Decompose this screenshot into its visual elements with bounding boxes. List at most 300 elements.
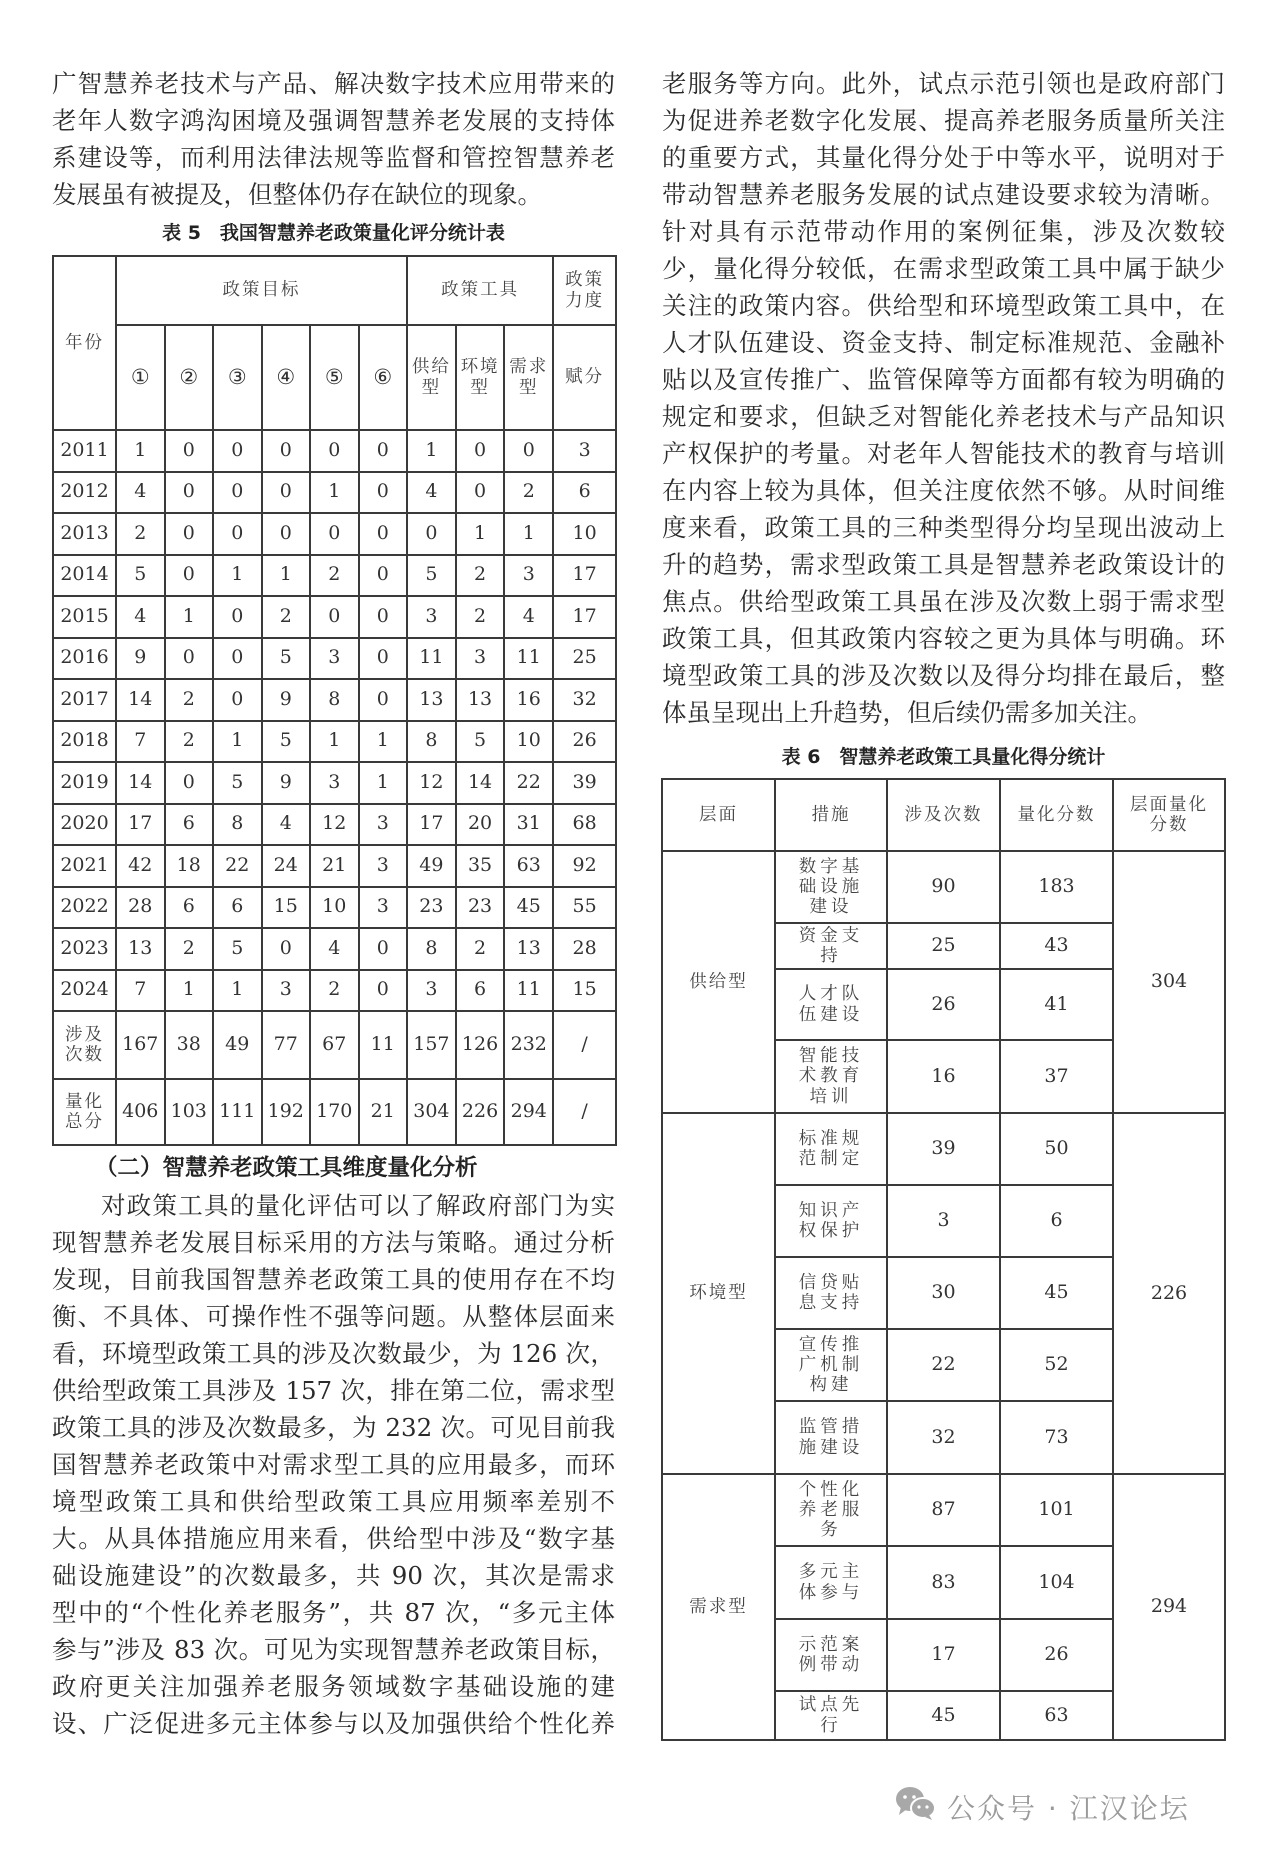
table-cell: 24 xyxy=(262,845,311,887)
count-cell: 83 xyxy=(887,1546,1000,1619)
text-line: 国智慧养老政策中对需求型工具的应用最多，而环 xyxy=(52,1450,615,1479)
summary-cell: 111 xyxy=(213,1079,262,1145)
summary-cell: 21 xyxy=(359,1079,408,1145)
table-header-row xyxy=(53,256,616,325)
table-cell: 3 xyxy=(310,762,359,804)
text-line: 础设施建设”的次数最多，共 90 次，其次是需求 xyxy=(52,1561,615,1590)
table-cell: 6 xyxy=(165,887,214,929)
table-cell: 0 xyxy=(456,472,505,514)
table-cell: 3 xyxy=(407,970,456,1012)
table-cell: 3 xyxy=(359,845,408,887)
table-cell: 12 xyxy=(310,804,359,846)
table-cell: 17 xyxy=(553,596,616,638)
header-tool-col xyxy=(504,325,553,430)
table-cell: 13 xyxy=(116,928,165,970)
table-cell: 3 xyxy=(310,638,359,680)
score-cell: 104 xyxy=(1000,1546,1113,1619)
table5-caption: 表 5 我国智慧养老政策量化评分统计表 xyxy=(162,222,505,244)
measure-cell: 信贷贴息支持 xyxy=(775,1257,887,1329)
count-cell: 17 xyxy=(887,1619,1000,1691)
table-cell: 8 xyxy=(407,721,456,763)
table-row xyxy=(53,762,616,804)
header-strength-col: 赋分 xyxy=(553,325,616,430)
table-cell: 14 xyxy=(456,762,505,804)
table-cell: 4 xyxy=(407,472,456,514)
count-cell: 90 xyxy=(887,851,1000,923)
text-line: 境型政策工具和供给型政策工具应用频率差别不 xyxy=(52,1487,615,1516)
watermark-text: 公众号 · 江汉论坛 xyxy=(947,1791,1190,1825)
count-cell: 3 xyxy=(887,1185,1000,1257)
header-cell: 量化分数 xyxy=(1000,779,1113,851)
table-cell: 0 xyxy=(165,430,214,472)
header-tool-label: 供给型 xyxy=(411,356,451,398)
header-goal-col: ④ xyxy=(262,325,311,430)
table-cell: 1 xyxy=(262,555,311,597)
table5-policy-scores xyxy=(52,255,617,1146)
text-line: 体虽呈现出上升趋势，但后续仍需多加关注。 xyxy=(662,698,1152,727)
table-row xyxy=(53,679,616,721)
summary-cell: 157 xyxy=(407,1011,456,1079)
text-line: 产权保护的考量。对老年人智能技术的教育与培训 xyxy=(662,439,1225,468)
table-cell: 13 xyxy=(407,679,456,721)
header-tools: 政策工具 xyxy=(407,256,553,325)
score-cell: 41 xyxy=(1000,969,1113,1040)
text-line: 境型政策工具的涉及次数以及得分均排在最后，整 xyxy=(662,661,1225,690)
table-cell: 22 xyxy=(213,845,262,887)
table-cell: 2024 xyxy=(53,970,116,1012)
count-cell: 16 xyxy=(887,1040,1000,1113)
header-goal-col: ⑤ xyxy=(310,325,359,430)
section-heading: （二）智慧养老政策工具维度量化分析 xyxy=(95,1155,478,1181)
text-line: 规定和要求，但缺乏对智能化养老技术与产品知识 xyxy=(662,402,1225,431)
text-line: 发展虽有被提及，但整体仍存在缺位的现象。 xyxy=(52,180,542,209)
table-cell: 5 xyxy=(262,638,311,680)
table-cell: 1 xyxy=(165,970,214,1012)
table-cell: 0 xyxy=(359,472,408,514)
table-cell: 26 xyxy=(553,721,616,763)
text-line: 政策工具，但其政策内容较之更为具体与明确。环 xyxy=(662,624,1225,653)
table-cell: 0 xyxy=(213,513,262,555)
count-cell: 32 xyxy=(887,1401,1000,1474)
table-cell: 9 xyxy=(262,679,311,721)
table-cell: 0 xyxy=(359,679,408,721)
table-cell: 5 xyxy=(407,555,456,597)
summary-cell: 167 xyxy=(116,1011,165,1079)
table-cell: 5 xyxy=(213,762,262,804)
summary-cell: 406 xyxy=(116,1079,165,1145)
table-cell: 4 xyxy=(116,596,165,638)
table-cell: 3 xyxy=(262,970,311,1012)
table-cell: 2 xyxy=(165,679,214,721)
table-cell: 13 xyxy=(456,679,505,721)
text-line: 的重要方式，其量化得分处于中等水平，说明对于 xyxy=(662,143,1225,172)
table-cell: 0 xyxy=(310,430,359,472)
header-tool-col xyxy=(407,325,456,430)
table-cell: 2 xyxy=(456,596,505,638)
table-cell: 2014 xyxy=(53,555,116,597)
header-goal-col: ⑥ xyxy=(359,325,408,430)
table-cell: 1 xyxy=(310,472,359,514)
summary-row xyxy=(53,1079,616,1145)
score-cell: 37 xyxy=(1000,1040,1113,1113)
text-line: 看，环境型政策工具的涉及次数最少，为 126 次， xyxy=(52,1339,615,1368)
summary-cell: 涉及次数 xyxy=(53,1011,116,1079)
measure-cell: 标准规范制定 xyxy=(775,1113,887,1185)
table-cell: 35 xyxy=(456,845,505,887)
summary-cell: / xyxy=(553,1079,616,1145)
table-cell: 3 xyxy=(407,596,456,638)
table-cell: 6 xyxy=(456,970,505,1012)
table-cell: 55 xyxy=(553,887,616,929)
summary-cell: 67 xyxy=(310,1011,359,1079)
table-cell: 2 xyxy=(504,472,553,514)
text-line: 政策工具的涉及次数最多，为 232 次。可见目前我 xyxy=(52,1413,615,1442)
text-line: 带动智慧养老服务发展的试点建设要求较为清晰。 xyxy=(662,180,1225,209)
summary-cell: 126 xyxy=(456,1011,505,1079)
table-cell: 9 xyxy=(262,762,311,804)
table-cell: 0 xyxy=(213,638,262,680)
table-cell: 3 xyxy=(359,887,408,929)
header-goal-col: ② xyxy=(165,325,214,430)
count-cell: 87 xyxy=(887,1474,1000,1546)
score-cell: 43 xyxy=(1000,923,1113,969)
table-cell: 5 xyxy=(213,928,262,970)
table-cell: 2013 xyxy=(53,513,116,555)
text-line: 少，量化得分较低，在需求型政策工具中属于缺少 xyxy=(662,254,1225,283)
table-cell: 49 xyxy=(407,845,456,887)
table-cell: 4 xyxy=(116,472,165,514)
header-cell: 涉及次数 xyxy=(887,779,1000,851)
text-line: 老服务等方向。此外，试点示范引领也是政府部门 xyxy=(662,69,1225,98)
table-cell: 68 xyxy=(553,804,616,846)
table-cell: 28 xyxy=(116,887,165,929)
table-row xyxy=(662,851,1225,923)
table-cell: 2 xyxy=(456,555,505,597)
table-cell: 0 xyxy=(165,555,214,597)
table-cell: 2019 xyxy=(53,762,116,804)
table-cell: 63 xyxy=(504,845,553,887)
header-tool-col xyxy=(456,325,505,430)
measure-cell: 人才队伍建设 xyxy=(775,969,887,1040)
header-tool-label: 环境型 xyxy=(460,356,500,398)
table-cell: 1 xyxy=(116,430,165,472)
table-cell: 0 xyxy=(359,970,408,1012)
table-row xyxy=(53,513,616,555)
header-strength: 政策力度 xyxy=(553,256,616,325)
measure-cell: 示范案例带动 xyxy=(775,1619,887,1691)
table-cell: 2023 xyxy=(53,928,116,970)
count-cell: 45 xyxy=(887,1691,1000,1740)
table-row xyxy=(53,845,616,887)
table-cell: 0 xyxy=(504,430,553,472)
table-cell: 0 xyxy=(262,928,311,970)
table-cell: 0 xyxy=(359,513,408,555)
measure-cell: 个性化养老服务 xyxy=(775,1474,887,1546)
text-line: 现智慧养老发展目标采用的方法与策略。通过分析 xyxy=(52,1228,615,1257)
table-cell: 2017 xyxy=(53,679,116,721)
score-cell: 73 xyxy=(1000,1401,1113,1474)
table-row xyxy=(53,430,616,472)
summary-cell: 11 xyxy=(359,1011,408,1079)
table-cell: 2016 xyxy=(53,638,116,680)
table-cell: 17 xyxy=(553,555,616,597)
table-row xyxy=(53,928,616,970)
score-cell: 101 xyxy=(1000,1474,1113,1546)
level-cell: 需求型 xyxy=(662,1474,775,1740)
table-cell: 1 xyxy=(213,555,262,597)
table-header-row xyxy=(53,325,616,430)
table-cell: 0 xyxy=(407,513,456,555)
table-row xyxy=(53,596,616,638)
table-cell: 2 xyxy=(116,513,165,555)
table-cell: 5 xyxy=(116,555,165,597)
text-line: 为促进养老数字化发展、提高养老服务质量所关注 xyxy=(662,106,1225,135)
table-cell: 3 xyxy=(456,638,505,680)
count-cell: 25 xyxy=(887,923,1000,969)
table-cell: 0 xyxy=(456,430,505,472)
table-cell: 20 xyxy=(456,804,505,846)
table-cell: 0 xyxy=(310,596,359,638)
text-line: 系建设等，而利用法律法规等监督和管控智慧养老 xyxy=(52,143,615,172)
count-cell: 39 xyxy=(887,1113,1000,1185)
measure-cell: 资金支持 xyxy=(775,923,887,969)
table-cell: 11 xyxy=(504,638,553,680)
table-cell: 0 xyxy=(165,638,214,680)
table-cell: 21 xyxy=(310,845,359,887)
table6-caption: 表 6 智慧养老政策工具量化得分统计 xyxy=(781,746,1106,768)
score-cell: 50 xyxy=(1000,1113,1113,1185)
table-cell: 11 xyxy=(504,970,553,1012)
table-cell: 7 xyxy=(116,970,165,1012)
measure-cell: 数字基础设施建设 xyxy=(775,851,887,923)
text-line: 针对具有示范带动作用的案例征集，涉及次数较 xyxy=(662,217,1225,246)
header-goal-col: ① xyxy=(116,325,165,430)
count-cell: 22 xyxy=(887,1329,1000,1401)
table-cell: 1 xyxy=(359,721,408,763)
header-goals: 政策目标 xyxy=(116,256,407,325)
header-cell: 层面 xyxy=(662,779,775,851)
table-cell: 1 xyxy=(310,721,359,763)
measure-cell: 智能技术教育培训 xyxy=(775,1040,887,1113)
summary-cell: / xyxy=(553,1011,616,1079)
table-cell: 2 xyxy=(310,555,359,597)
table-cell: 2 xyxy=(262,596,311,638)
measure-cell: 宣传推广机制构建 xyxy=(775,1329,887,1401)
measure-cell: 多元主体参与 xyxy=(775,1546,887,1619)
table-cell: 0 xyxy=(310,513,359,555)
summary-cell: 294 xyxy=(504,1079,553,1145)
text-line: 贴以及宣传推广、监管保障等方面都有较为明确的 xyxy=(662,365,1225,394)
text-line: 老年人数字鸿沟困境及强调智慧养老发展的支持体 xyxy=(52,106,615,135)
table6-tool-scores xyxy=(661,778,1226,1741)
summary-row xyxy=(53,1011,616,1079)
table-cell: 7 xyxy=(116,721,165,763)
table-cell: 1 xyxy=(504,513,553,555)
summary-cell: 103 xyxy=(165,1079,214,1145)
text-line: 设、广泛促进多元主体参与以及加强供给个性化养 xyxy=(52,1709,615,1738)
table-row xyxy=(53,970,616,1012)
score-cell: 6 xyxy=(1000,1185,1113,1257)
table-cell: 1 xyxy=(359,762,408,804)
header-year: 年份 xyxy=(53,256,116,430)
table-cell: 23 xyxy=(456,887,505,929)
table-cell: 2 xyxy=(456,928,505,970)
table-row xyxy=(53,555,616,597)
table-cell: 1 xyxy=(407,430,456,472)
measure-cell: 监管措施建设 xyxy=(775,1401,887,1474)
table-cell: 3 xyxy=(359,804,408,846)
table-cell: 42 xyxy=(116,845,165,887)
summary-cell: 38 xyxy=(165,1011,214,1079)
table-cell: 0 xyxy=(165,513,214,555)
table-cell: 0 xyxy=(213,430,262,472)
table-cell: 9 xyxy=(116,638,165,680)
table-cell: 0 xyxy=(165,762,214,804)
table-cell: 3 xyxy=(553,430,616,472)
table-cell: 45 xyxy=(504,887,553,929)
text-line: 型中的“个性化养老服务”，共 87 次，“多元主体 xyxy=(52,1598,615,1627)
text-line: 衡、不具体、可操作性不强等问题。从整体层面来 xyxy=(52,1302,615,1331)
table-cell: 2012 xyxy=(53,472,116,514)
table-cell: 0 xyxy=(262,513,311,555)
table-cell: 18 xyxy=(165,845,214,887)
table-cell: 2021 xyxy=(53,845,116,887)
table-row xyxy=(662,1113,1225,1185)
table-row xyxy=(53,804,616,846)
table-cell: 32 xyxy=(553,679,616,721)
header-cell: 措施 xyxy=(775,779,887,851)
table-row xyxy=(662,1474,1225,1546)
text-line: 政府更关注加强养老服务领域数字基础设施的建 xyxy=(52,1672,615,1701)
text-line: 在内容上较为具体，但关注度依然不够。从时间维 xyxy=(662,476,1225,505)
table-cell: 14 xyxy=(116,762,165,804)
table-cell: 4 xyxy=(262,804,311,846)
table-cell: 5 xyxy=(456,721,505,763)
table-cell: 31 xyxy=(504,804,553,846)
count-cell: 26 xyxy=(887,969,1000,1040)
table-cell: 1 xyxy=(165,596,214,638)
table-cell: 2018 xyxy=(53,721,116,763)
summary-cell: 226 xyxy=(456,1079,505,1145)
table-cell: 22 xyxy=(504,762,553,804)
text-line: 度来看，政策工具的三种类型得分均呈现出波动上 xyxy=(662,513,1225,542)
text-line: 对政策工具的量化评估可以了解政府部门为实 xyxy=(101,1191,615,1220)
table-cell: 2 xyxy=(165,928,214,970)
table-cell: 8 xyxy=(407,928,456,970)
level-total-cell: 294 xyxy=(1113,1474,1225,1740)
table-cell: 14 xyxy=(116,679,165,721)
table-row xyxy=(53,721,616,763)
table-cell: 0 xyxy=(262,472,311,514)
watermark xyxy=(895,1785,1190,1828)
table-cell: 15 xyxy=(553,970,616,1012)
table-cell: 0 xyxy=(359,596,408,638)
table-cell: 4 xyxy=(504,596,553,638)
table-cell: 5 xyxy=(262,721,311,763)
score-cell: 45 xyxy=(1000,1257,1113,1329)
table-cell: 25 xyxy=(553,638,616,680)
summary-cell: 49 xyxy=(213,1011,262,1079)
text-line: 大。从具体措施应用来看，供给型中涉及“数字基 xyxy=(52,1524,615,1553)
text-line: 焦点。供给型政策工具虽在涉及次数上弱于需求型 xyxy=(662,587,1225,616)
table-cell: 0 xyxy=(359,638,408,680)
table-header-row xyxy=(662,779,1225,851)
text-line: 关注的政策内容。供给型和环境型政策工具中，在 xyxy=(662,291,1225,320)
level-cell: 供给型 xyxy=(662,851,775,1113)
count-cell: 30 xyxy=(887,1257,1000,1329)
summary-cell: 192 xyxy=(262,1079,311,1145)
table-cell: 2022 xyxy=(53,887,116,929)
table-cell: 2020 xyxy=(53,804,116,846)
summary-cell: 77 xyxy=(262,1011,311,1079)
table-cell: 0 xyxy=(359,928,408,970)
table-cell: 2 xyxy=(310,970,359,1012)
table-cell: 6 xyxy=(213,887,262,929)
table-cell: 13 xyxy=(504,928,553,970)
text-line: 广智慧养老技术与产品、解决数字技术应用带来的 xyxy=(52,69,615,98)
level-cell: 环境型 xyxy=(662,1113,775,1474)
text-line: 发现，目前我国智慧养老政策工具的使用存在不均 xyxy=(52,1265,615,1294)
table-cell: 39 xyxy=(553,762,616,804)
summary-cell: 304 xyxy=(407,1079,456,1145)
summary-cell: 170 xyxy=(310,1079,359,1145)
table-row xyxy=(53,472,616,514)
score-cell: 183 xyxy=(1000,851,1113,923)
score-cell: 63 xyxy=(1000,1691,1113,1740)
table-cell: 1 xyxy=(456,513,505,555)
table-cell: 2015 xyxy=(53,596,116,638)
table-cell: 10 xyxy=(310,887,359,929)
table-cell: 0 xyxy=(213,472,262,514)
table-row xyxy=(53,638,616,680)
table-cell: 15 xyxy=(262,887,311,929)
text-line: 供给型政策工具涉及 157 次，排在第二位，需求型 xyxy=(52,1376,615,1405)
wechat-icon xyxy=(895,1785,937,1828)
table-cell: 0 xyxy=(165,472,214,514)
table-cell: 6 xyxy=(165,804,214,846)
text-line: 升的趋势，需求型政策工具是智慧养老政策设计的 xyxy=(662,550,1225,579)
table-cell: 17 xyxy=(407,804,456,846)
table-cell: 1 xyxy=(213,721,262,763)
table-row xyxy=(53,887,616,929)
table-cell: 16 xyxy=(504,679,553,721)
header-cell: 层面量化分数 xyxy=(1113,779,1225,851)
table-cell: 0 xyxy=(359,555,408,597)
table-cell: 4 xyxy=(310,928,359,970)
table-cell: 28 xyxy=(553,928,616,970)
table-cell: 10 xyxy=(504,721,553,763)
measure-cell: 试点先行 xyxy=(775,1691,887,1740)
level-total-cell: 226 xyxy=(1113,1113,1225,1474)
table-cell: 0 xyxy=(213,596,262,638)
table-cell: 0 xyxy=(262,430,311,472)
score-cell: 52 xyxy=(1000,1329,1113,1401)
table-cell: 92 xyxy=(553,845,616,887)
header-tool-label: 需求型 xyxy=(509,356,549,398)
table-cell: 0 xyxy=(213,679,262,721)
table-cell: 10 xyxy=(553,513,616,555)
table-cell: 23 xyxy=(407,887,456,929)
table-cell: 0 xyxy=(359,430,408,472)
table-cell: 3 xyxy=(504,555,553,597)
table-cell: 8 xyxy=(310,679,359,721)
table-cell: 12 xyxy=(407,762,456,804)
measure-cell: 知识产权保护 xyxy=(775,1185,887,1257)
table-cell: 6 xyxy=(553,472,616,514)
text-line: 人才队伍建设、资金支持、制定标准规范、金融补 xyxy=(662,328,1225,357)
table-cell: 17 xyxy=(116,804,165,846)
table-cell: 1 xyxy=(213,970,262,1012)
